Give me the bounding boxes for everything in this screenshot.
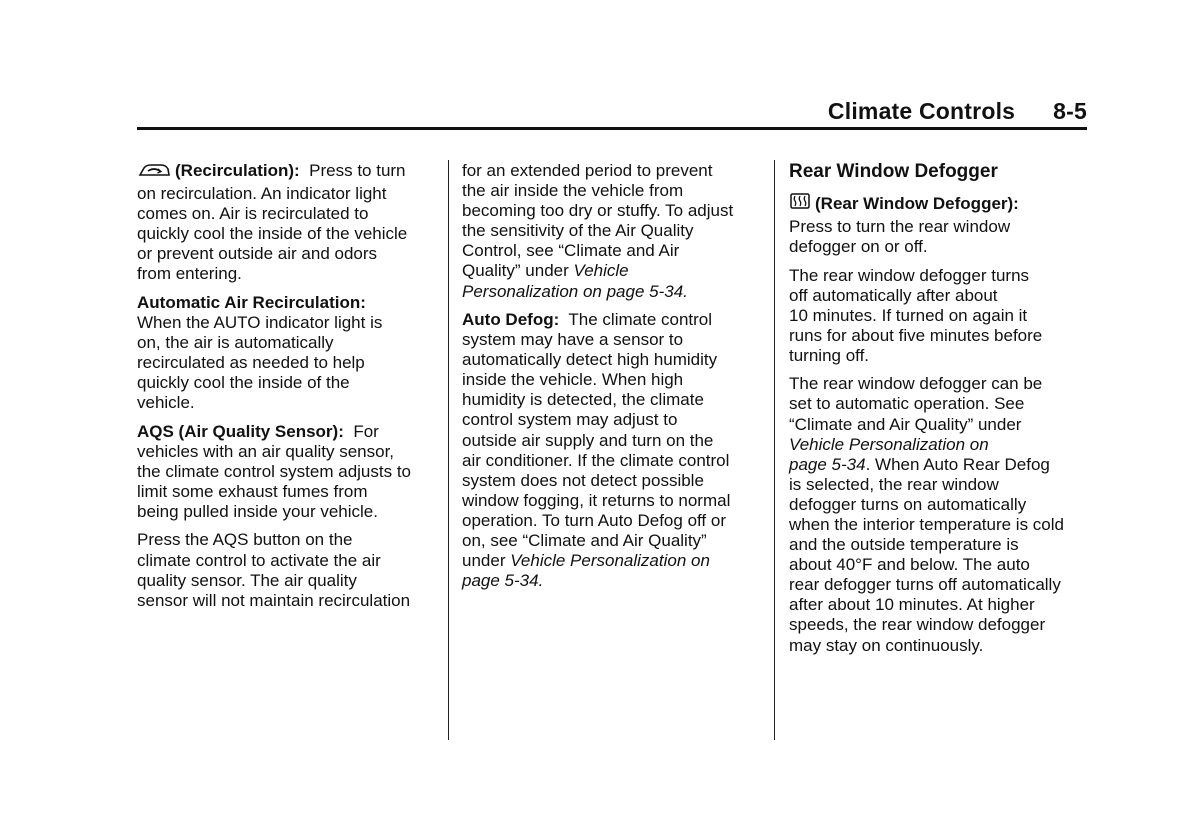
auto-recirculation-label: Automatic Air Recirculation: [137,292,366,312]
text-line: Quality” under [462,261,574,281]
text-line: quality sensor. The air quality [137,570,357,590]
page-number: 8-5 [1053,98,1087,124]
text-line: rear defogger turns off automatically [789,575,1061,595]
text-line: Press to turn [309,161,406,180]
text-line: recirculated as needed to help [137,353,365,373]
text-line: The climate control [568,309,713,329]
rear-defogger-label: (Rear Window Defogger): [815,194,1019,213]
text-line: the air inside the vehicle from [462,181,684,201]
rear-defogger-paragraph [789,192,1089,257]
text-line: 10 minutes. If turned on again it [789,305,1028,325]
text-line: vehicles with an air quality sensor, [137,441,395,461]
text-line: defogger turns on automatically [789,494,1027,514]
column-1 [137,161,437,619]
recirculation-icon [137,161,171,184]
text-line: and the outside temperature is [789,535,1019,555]
text-line: the sensitivity of the Air Quality [462,221,694,241]
cross-reference: Vehicle Personalization on [789,434,989,454]
text-line: air conditioner. If the climate control [462,450,730,470]
text-line: speeds, the rear window defogger [789,615,1046,635]
text-line: “Climate and Air Quality” under [789,414,1022,434]
aqs-paragraph [137,422,437,522]
text-line: on recirculation. An indicator light [137,184,387,204]
text-line: when the interior temperature is cold [789,515,1064,534]
text-line: may stay on continuously. [789,635,984,655]
text-line: humidity is detected, the climate [462,390,704,410]
text-line: turning off. [789,345,870,365]
text-line: control system may adjust to [462,410,678,430]
auto-off-paragraph [789,266,1089,366]
text-line: When the AUTO indicator light is [137,312,383,332]
text-line: system does not detect possible [462,470,704,490]
auto-defog-paragraph [462,310,762,591]
column-divider-left [448,160,449,740]
text-line: outside air supply and turn on the [462,430,714,450]
cross-reference: Personalization on page 5-34. [462,281,688,301]
page-header [137,100,1087,130]
text-line: defogger on or off. [789,237,928,257]
text-line: system may have a sensor to [462,330,684,350]
cross-reference: Vehicle Personalization on [510,551,710,571]
text-line: quickly cool the inside of the vehicle [137,224,408,244]
text-line: set to automatic operation. See [789,394,1025,414]
text-line: from entering. [137,264,242,284]
text-line: inside the vehicle. When high [462,370,684,390]
section-title: Climate Controls [827,98,1016,124]
auto-defog-label: Auto Defog: [462,309,560,329]
text-line: For [353,421,379,441]
recirculation-label: (Recirculation): [175,161,300,180]
text-line: The rear window defogger can be [789,374,1043,394]
text-line: for an extended period to prevent [462,161,713,180]
text-line: sensor will not maintain recirculation [137,590,411,610]
text-line: about 40°F and below. The auto [789,555,1030,575]
text-line: automatically detect high humidity [462,350,718,370]
text-line: on, the air is automatically [137,333,334,353]
text-line: Control, see “Climate and Air [462,241,680,261]
cross-reference: Vehicle [573,261,629,281]
aqs-continued-paragraph [462,161,762,302]
text-line: comes on. Air is recirculated to [137,204,369,224]
text-line: climate control to activate the air [137,550,381,570]
auto-operation-paragraph [789,374,1089,655]
text-line: or prevent outside air and odors [137,244,378,264]
column-2 [462,161,762,600]
column-divider-right [774,160,775,740]
column-3 [789,161,1089,664]
text-line: Press the AQS button on the [137,530,353,550]
recirculation-paragraph [137,161,437,285]
text-line: on, see “Climate and Air Quality” [462,530,707,550]
text-line: under [462,551,511,571]
text-line: runs for about five minutes before [789,325,1043,345]
aqs-press-paragraph [137,530,437,610]
rear-defogger-icon [789,192,811,217]
text-line: quickly cool the inside of the [137,373,350,393]
text-line: being pulled inside your vehicle. [137,502,378,522]
text-line: The rear window defogger turns [789,265,1030,285]
text-line: after about 10 minutes. At higher [789,595,1035,615]
text-line: off automatically after about [789,285,998,305]
text-line: the climate control system adjusts to [137,461,412,481]
section-heading: Rear Window Defogger [789,161,998,182]
aqs-label: AQS (Air Quality Sensor): [137,421,344,441]
text-line: Press to turn the rear window [789,217,1011,237]
text-line: is selected, the rear window [789,474,999,494]
text-line: window fogging, it returns to normal [462,490,731,510]
cross-reference: page 5-34. [462,571,544,591]
text-line: operation. To turn Auto Defog off or [462,510,726,530]
text-line: becoming too dry or stuffy. To adjust [462,201,734,221]
text-line: limit some exhaust fumes from [137,482,368,501]
auto-recirculation-paragraph [137,293,437,414]
text-line: . When Auto Rear Defog [865,454,1050,474]
text-line: vehicle. [137,393,195,413]
cross-reference: page 5-34 [789,454,866,474]
